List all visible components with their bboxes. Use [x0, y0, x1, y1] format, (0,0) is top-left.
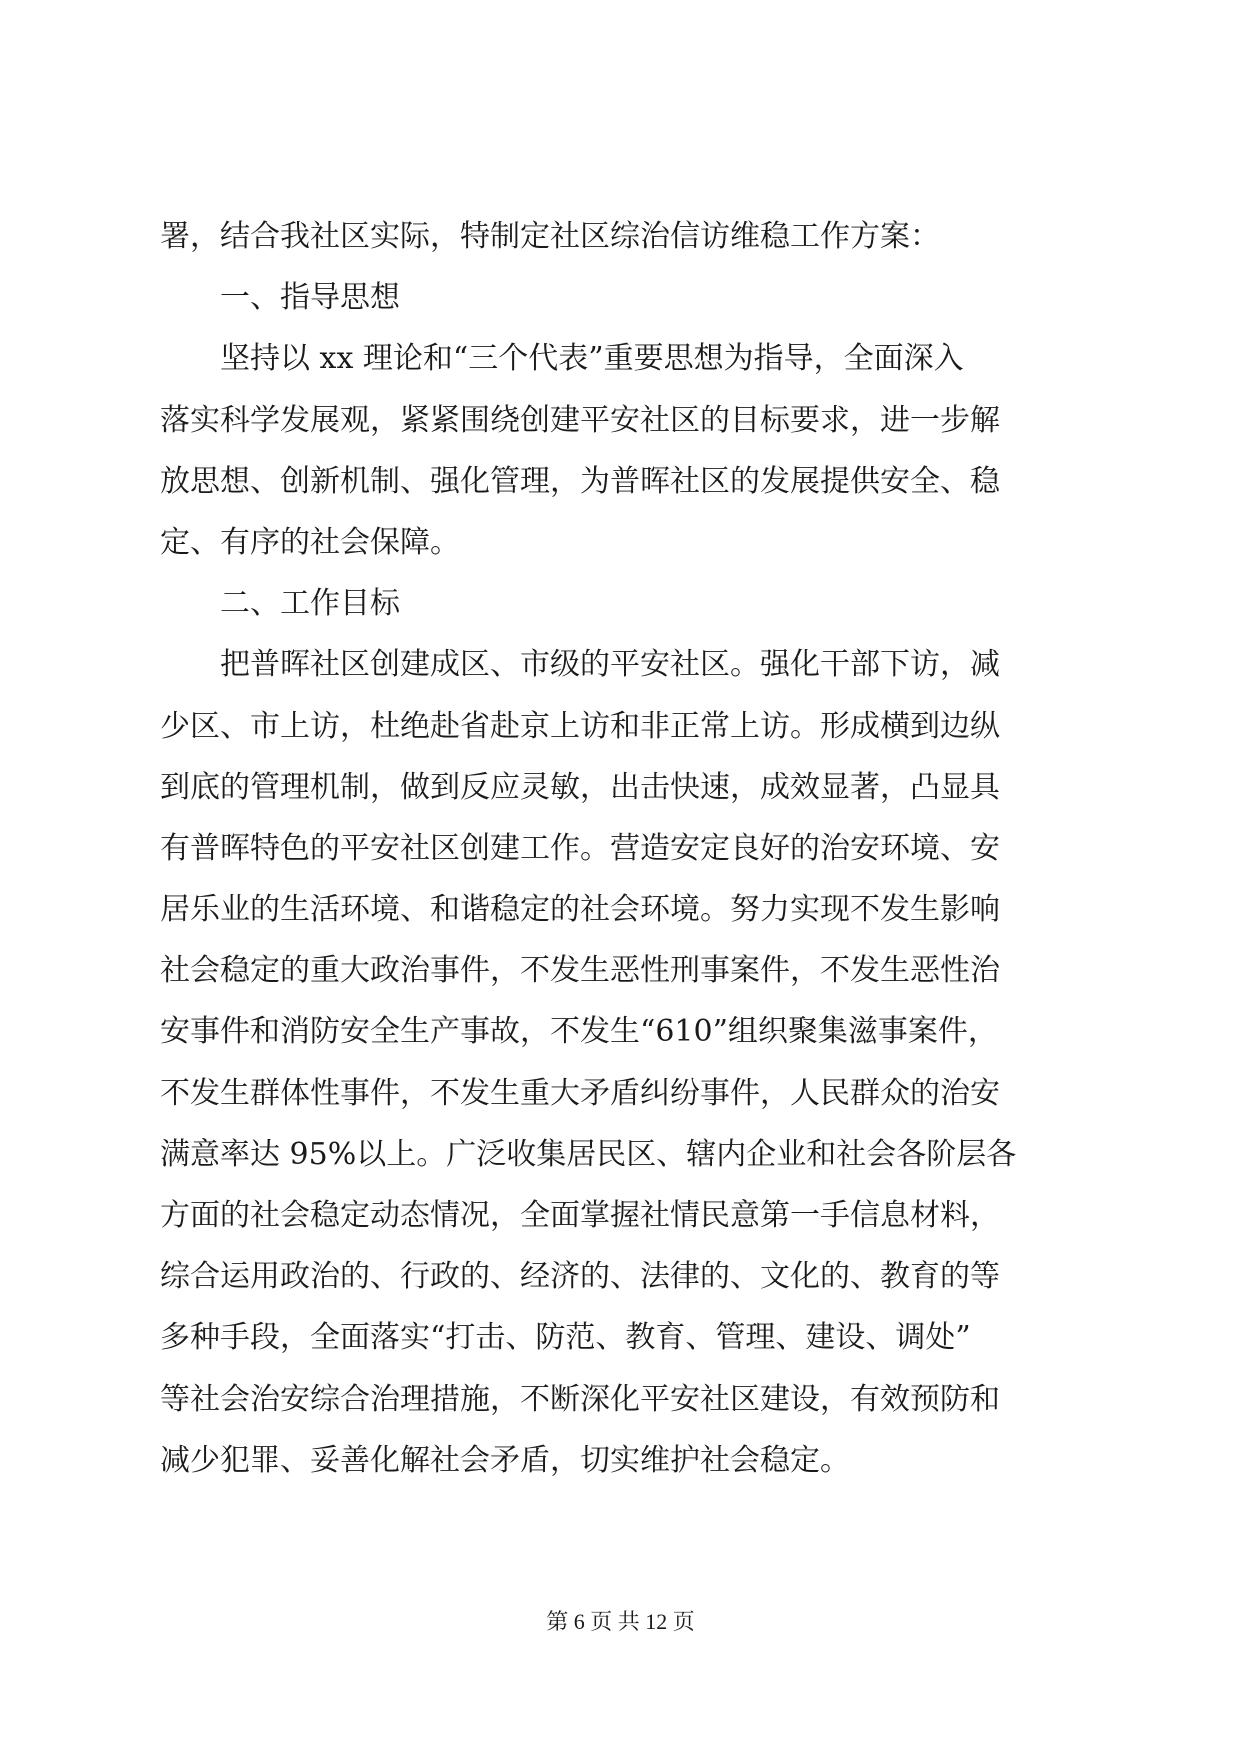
text-line: 不发生群体性事件，不发生重大矛盾纠纷事件，人民群众的治安	[160, 1075, 1000, 1111]
page-number-footer: 第 6 页 共 12 页	[546, 1609, 695, 1634]
text-line: 放思想、创新机制、强化管理，为普晖社区的发展提供安全、稳	[160, 463, 1000, 499]
section-heading: 二、工作目标	[220, 586, 400, 622]
text-line: 多种手段，全面落实“打击、防范、教育、管理、建设、调处”	[160, 1320, 971, 1356]
document-body	[160, 206, 1080, 1491]
section-heading: 一、指导思想	[220, 280, 400, 316]
text-line: 把普晖社区创建成区、市级的平安社区。强化干部下访，减	[220, 647, 1000, 683]
text-line: 署，结合我社区实际，特制定社区综治信访维稳工作方案：	[160, 219, 940, 254]
text-line: 社会稳定的重大政治事件，不发生恶性刑事案件，不发生恶性治	[160, 953, 1000, 989]
text-line: 等社会治安综合治理措施，不断深化平安社区建设，有效预防和	[160, 1381, 1000, 1417]
text-line: 居乐业的生活环境、和谐稳定的社会环境。努力实现不发生影响	[160, 892, 1000, 928]
text-line: 满意率达 95%以上。广泛收集居民区、辖内企业和社会各阶层各	[160, 1136, 1017, 1172]
text-line: 综合运用政治的、行政的、经济的、法律的、文化的、教育的等	[160, 1259, 1000, 1295]
text-line: 落实科学发展观，紧紧围绕创建平安社区的目标要求，进一步解	[160, 402, 1000, 438]
text-line: 定、有序的社会保障。	[160, 524, 460, 560]
text-line: 到底的管理机制，做到反应灵敏，出击快速，成效显著，凸显具	[160, 769, 1000, 805]
text-line: 少区、市上访，杜绝赴省赴京上访和非正常上访。形成横到边纵	[160, 708, 1000, 744]
text-line: 有普晖特色的平安社区创建工作。营造安定良好的治安环境、安	[160, 830, 1000, 866]
text-line: 安事件和消防安全生产事故，不发生“610”组织聚集滋事案件，	[160, 1014, 998, 1050]
text-line: 坚持以 xx 理论和“三个代表”重要思想为指导，全面深入	[220, 341, 964, 377]
text-line: 减少犯罪、妥善化解社会矛盾，切实维护社会稳定。	[160, 1442, 850, 1478]
text-line: 方面的社会稳定动态情况，全面掌握社情民意第一手信息材料，	[160, 1198, 1000, 1233]
